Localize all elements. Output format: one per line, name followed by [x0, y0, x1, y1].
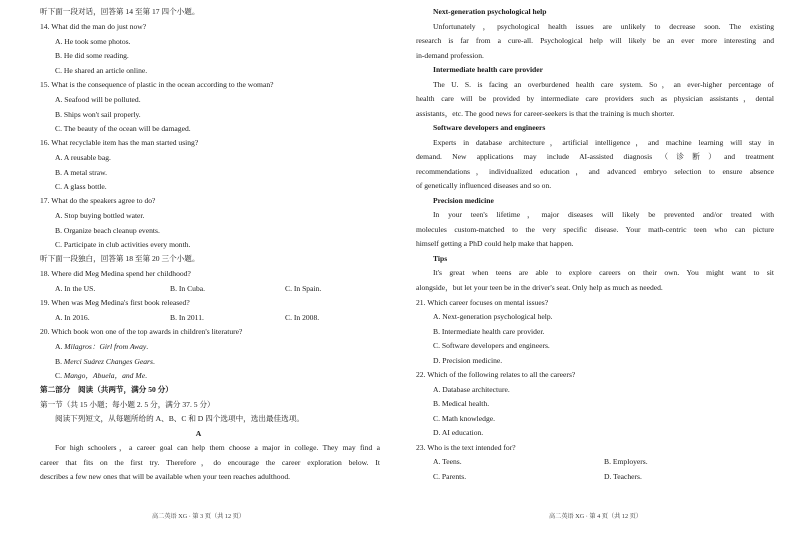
option-20b: [55, 357, 155, 367]
option-20a: [55, 342, 148, 352]
option-17c: C. Participate in club activities every month.: [55, 240, 191, 249]
passage-line: The U. S. is facing an overburdened health care system. So，an ever-higher percentage of: [433, 80, 774, 89]
option-14c: C. He shared an article online.: [55, 66, 148, 75]
passage-line: It's great when teens are able to explore careers on their own. You might want to sit: [433, 268, 774, 277]
option-22d: D. AI education.: [433, 428, 484, 437]
option-20c: [55, 371, 147, 381]
period: .: [146, 342, 149, 351]
book-title: Merci Suárez Changes Gears: [63, 357, 153, 366]
passage-line: recommendations，individualized education，and advanced embryo selection to ensure absence: [416, 167, 774, 176]
question-18: 18. Where did Meg Medina spend her childhood?: [40, 269, 191, 278]
page-footer: 高二英语 XG · 第 4 页（共 12 页）: [549, 513, 642, 520]
passage-line: molecules custom-matched to the very specific disease. Your math-centric teen who can picture: [416, 225, 774, 234]
question-22: 22. Which of the following relates to all the careers?: [416, 370, 576, 379]
section-heading: Next-generation psychological help: [433, 7, 547, 16]
option-18a: A. In the US.: [55, 284, 96, 293]
passage-line: alongside，but let your teen be in the driver's seat. Only help as much as needed.: [416, 283, 663, 292]
section-heading: Software developers and engineers: [433, 123, 546, 132]
option-letter: C.: [55, 371, 64, 380]
section-heading: Precision medicine: [433, 196, 494, 205]
option-16a: A. A reusable bag.: [55, 153, 111, 162]
section-title: 第一节（共 15 小题；每小题 2. 5 分，满分 37. 5 分）: [40, 400, 215, 409]
passage-line: Experts in database architecture，artificial intelligence，and machine learning will stay in: [433, 138, 774, 147]
passage-line: of genetically influenced diseases and so on.: [416, 181, 552, 190]
section-heading: Tips: [433, 254, 448, 263]
period: .: [145, 371, 147, 380]
part-title: 第二部分 阅读（共两节，满分 50 分）: [40, 385, 173, 394]
option-14b: B. He did some reading.: [55, 51, 129, 60]
option-17b: B. Organize beach cleanup events.: [55, 226, 160, 235]
passage-line: demand. New applications may include AI-assisted diagnosis（诊断）and treatment: [416, 152, 774, 161]
passage-line: career that fits on the first try. Therefore，do encourage the career exploration below. It: [40, 458, 380, 467]
passage-line: research is far from a cure-all. Psychological help will likely be an ever more interesting and: [416, 36, 774, 45]
option-19b: B. In 2011.: [170, 313, 204, 322]
reading-instruction: 阅读下列短文，从每题所给的 A、B、C 和 D 四个选项中，选出最佳选项。: [55, 414, 304, 423]
passage-line: health care will be provided by intermediate care providers such as physician assistants，dental: [416, 94, 774, 103]
question-21: 21. Which career focuses on mental issues?: [416, 298, 549, 307]
option-letter: A.: [55, 342, 65, 351]
question-20: 20. Which book won one of the top awards in children's literature?: [40, 327, 243, 336]
option-17a: A. Stop buying bottled water.: [55, 211, 145, 220]
passage-line: For high schoolers，a career goal can help them choose a major in college. They may find a: [55, 443, 380, 452]
page-footer: 高二英语 XG · 第 3 页（共 12 页）: [152, 513, 245, 520]
option-23b: B. Employers.: [604, 457, 648, 466]
passage-line: Unfortunately，psychological health issues are unlikely to decrease soon. The existing: [433, 22, 774, 31]
passage-line: assistants，etc. The good news for career-seekers is that the training is much shorter.: [416, 109, 675, 118]
option-18c: C. In Spain.: [285, 284, 322, 293]
right-page: [397, 0, 794, 546]
question-14: 14. What did the man do just now?: [40, 22, 147, 31]
section-instruction: 听下面一段对话，回答第 14 至第 17 四个小题。: [40, 7, 200, 16]
option-15c: C. The beauty of the ocean will be damaged.: [55, 124, 191, 133]
option-23c: C. Parents.: [433, 472, 467, 481]
option-15a: A. Seafood will be polluted.: [55, 95, 141, 104]
option-15b: B. Ships won't sail properly.: [55, 110, 141, 119]
book-title: Milagros：Girl from Away: [64, 342, 147, 351]
option-22a: A. Database architecture.: [433, 385, 510, 394]
option-21a: A. Next-generation psychological help.: [433, 312, 553, 321]
period: .: [152, 357, 155, 366]
question-23: 23. Who is the text intended for?: [416, 443, 516, 452]
passage-line: In your teen's lifetime，major diseases will likely be prevented and/or treated with: [433, 210, 774, 219]
option-22b: B. Medical health.: [433, 399, 490, 408]
passage-line: himself getting a PhD could help make that happen.: [416, 239, 574, 248]
option-22c: C. Math knowledge.: [433, 414, 496, 423]
option-18b: B. In Cuba.: [170, 284, 206, 293]
question-19: 19. When was Meg Medina's first book released?: [40, 298, 190, 307]
question-16: 16. What recyclable item has the man started using?: [40, 138, 199, 147]
question-15: 15. What is the consequence of plastic in the ocean according to the woman?: [40, 80, 274, 89]
book-title: Mango，Abuela，and Me: [63, 371, 146, 380]
section-heading: Intermediate health care provider: [433, 65, 544, 74]
option-16b: B. A metal straw.: [55, 168, 108, 177]
option-23a: A. Teens.: [433, 457, 462, 466]
option-19a: A. In 2016.: [55, 313, 90, 322]
question-17: 17. What do the speakers agree to do?: [40, 196, 156, 205]
option-19c: C. In 2008.: [285, 313, 320, 322]
option-21c: C. Software developers and engineers.: [433, 341, 550, 350]
passage-line: describes a few new ones that will be available when your teen reaches adulthood.: [40, 472, 291, 481]
option-14a: A. He took some photos.: [55, 37, 131, 46]
option-16c: C. A glass bottle.: [55, 182, 107, 191]
passage-line: in-demand profession.: [416, 51, 484, 60]
option-21b: B. Intermediate health care provider.: [433, 327, 545, 336]
option-21d: D. Precision medicine.: [433, 356, 503, 365]
option-letter: B.: [55, 357, 64, 366]
section-instruction: 听下面一段独白，回答第 18 至第 20 三个小题。: [40, 254, 200, 263]
option-23d: D. Teachers.: [604, 472, 642, 481]
passage-label: A: [195, 429, 202, 438]
